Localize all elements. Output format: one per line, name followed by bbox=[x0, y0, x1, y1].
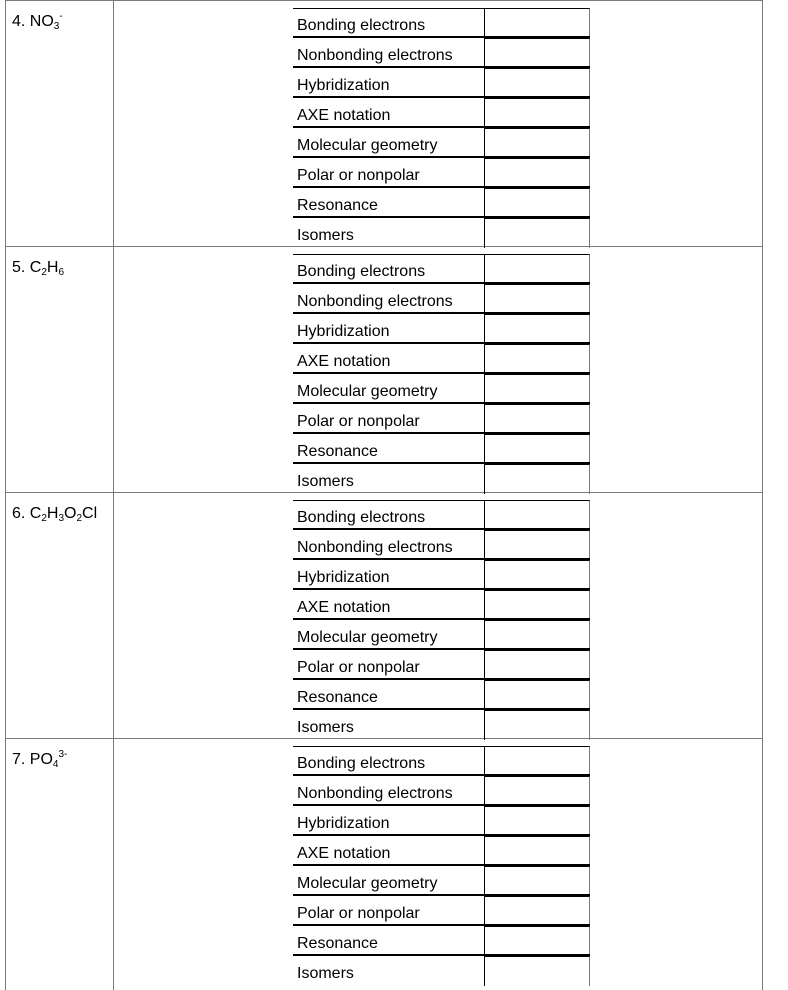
row-divider bbox=[293, 312, 590, 314]
answer-cell[interactable] bbox=[485, 314, 590, 344]
row-divider bbox=[293, 432, 590, 434]
answer-cell[interactable] bbox=[485, 560, 590, 590]
row-divider bbox=[293, 708, 590, 710]
row-divider bbox=[293, 36, 590, 38]
table-row bbox=[0, 0, 788, 246]
row-divider bbox=[293, 66, 590, 68]
answer-cell[interactable] bbox=[485, 776, 590, 806]
property-label-cell: Hybridization bbox=[293, 560, 485, 590]
answer-cell[interactable] bbox=[485, 38, 590, 68]
property-label-cell: Nonbonding electrons bbox=[293, 530, 485, 560]
row-divider bbox=[293, 558, 590, 560]
property-label-cell: Isomers bbox=[293, 956, 485, 986]
row-divider bbox=[293, 774, 590, 776]
property-label-cell: Molecular geometry bbox=[293, 374, 485, 404]
answer-cell[interactable] bbox=[485, 896, 590, 926]
answer-cell[interactable] bbox=[485, 128, 590, 158]
property-label-cell: Molecular geometry bbox=[293, 128, 485, 158]
answer-cell[interactable] bbox=[485, 866, 590, 896]
answer-cell[interactable] bbox=[485, 680, 590, 710]
property-label-cell: Hybridization bbox=[293, 806, 485, 836]
answer-cell[interactable] bbox=[485, 926, 590, 956]
answer-cell[interactable] bbox=[485, 956, 590, 986]
property-label-cell: Isomers bbox=[293, 464, 485, 494]
property-label-cell: AXE notation bbox=[293, 98, 485, 128]
table-row bbox=[0, 492, 788, 738]
property-label-cell: AXE notation bbox=[293, 590, 485, 620]
row-divider bbox=[293, 186, 590, 188]
property-label-cell: Isomers bbox=[293, 710, 485, 740]
answer-cell[interactable] bbox=[485, 254, 590, 284]
property-label-cell: Nonbonding electrons bbox=[293, 776, 485, 806]
property-label-cell: Polar or nonpolar bbox=[293, 158, 485, 188]
property-label-cell: Hybridization bbox=[293, 314, 485, 344]
row-divider bbox=[293, 156, 590, 158]
table-row bbox=[0, 738, 788, 984]
answer-cell[interactable] bbox=[485, 746, 590, 776]
table-row bbox=[0, 246, 788, 492]
property-label-cell: Polar or nonpolar bbox=[293, 404, 485, 434]
property-label-cell: Nonbonding electrons bbox=[293, 284, 485, 314]
answer-cell[interactable] bbox=[485, 530, 590, 560]
answer-cell[interactable] bbox=[485, 710, 590, 740]
row-divider bbox=[293, 216, 590, 218]
answer-cell[interactable] bbox=[485, 188, 590, 218]
answer-cell[interactable] bbox=[485, 218, 590, 248]
molecule-formula: 4. $NO_3^-$ bbox=[12, 11, 63, 32]
answer-cell[interactable] bbox=[485, 284, 590, 314]
row-divider bbox=[293, 618, 590, 620]
row-divider bbox=[293, 96, 590, 98]
answer-cell[interactable] bbox=[485, 464, 590, 494]
property-label-cell: AXE notation bbox=[293, 344, 485, 374]
answer-cell[interactable] bbox=[485, 836, 590, 866]
answer-cell[interactable] bbox=[485, 500, 590, 530]
property-label-cell: Bonding electrons bbox=[293, 500, 485, 530]
property-label-cell: Nonbonding electrons bbox=[293, 38, 485, 68]
answer-cell[interactable] bbox=[485, 620, 590, 650]
answer-cell[interactable] bbox=[485, 590, 590, 620]
property-label-cell: Bonding electrons bbox=[293, 254, 485, 284]
row-divider bbox=[293, 462, 590, 464]
row-divider bbox=[293, 648, 590, 650]
property-label-cell: Molecular geometry bbox=[293, 620, 485, 650]
property-label-cell: Bonding electrons bbox=[293, 8, 485, 38]
answer-cell[interactable] bbox=[485, 158, 590, 188]
molecule-formula: 6. $C_2H_3O_2Cl$ bbox=[12, 505, 98, 524]
answer-cell[interactable] bbox=[485, 404, 590, 434]
property-label-cell: Resonance bbox=[293, 188, 485, 218]
answer-cell[interactable] bbox=[485, 434, 590, 464]
row-divider bbox=[293, 282, 590, 284]
property-label-cell: Molecular geometry bbox=[293, 866, 485, 896]
row-divider bbox=[293, 804, 590, 806]
row-divider bbox=[293, 372, 590, 374]
row-divider bbox=[293, 834, 590, 836]
answer-cell[interactable] bbox=[485, 68, 590, 98]
row-divider bbox=[293, 528, 590, 530]
answer-cell[interactable] bbox=[485, 98, 590, 128]
property-label-cell: AXE notation bbox=[293, 836, 485, 866]
property-label-cell: Resonance bbox=[293, 680, 485, 710]
row-divider bbox=[293, 864, 590, 866]
row-divider bbox=[293, 588, 590, 590]
molecule-formula: 7. $PO_4^{3-}$ bbox=[12, 749, 68, 770]
property-label-cell: Hybridization bbox=[293, 68, 485, 98]
answer-cell[interactable] bbox=[485, 806, 590, 836]
row-divider bbox=[293, 402, 590, 404]
property-label-cell: Polar or nonpolar bbox=[293, 896, 485, 926]
molecule-formula: 5. $C_2H_6$ bbox=[12, 259, 65, 278]
row-divider bbox=[293, 894, 590, 896]
property-label-cell: Resonance bbox=[293, 926, 485, 956]
property-label-cell: Isomers bbox=[293, 218, 485, 248]
answer-cell[interactable] bbox=[485, 374, 590, 404]
answer-cell[interactable] bbox=[485, 650, 590, 680]
property-label-cell: Polar or nonpolar bbox=[293, 650, 485, 680]
row-divider bbox=[293, 954, 590, 956]
property-label-cell: Bonding electrons bbox=[293, 746, 485, 776]
answer-cell[interactable] bbox=[485, 344, 590, 374]
answer-cell[interactable] bbox=[485, 8, 590, 38]
row-divider bbox=[293, 126, 590, 128]
property-label-cell: Resonance bbox=[293, 434, 485, 464]
row-divider bbox=[293, 924, 590, 926]
row-divider bbox=[293, 342, 590, 344]
row-divider bbox=[293, 678, 590, 680]
